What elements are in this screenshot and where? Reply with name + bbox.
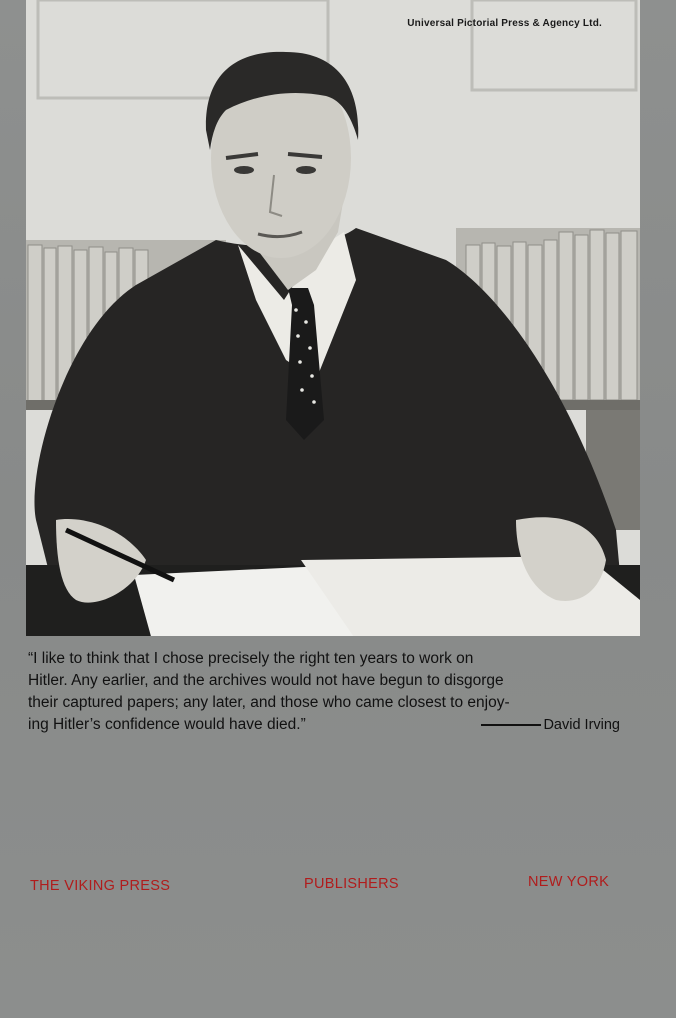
quote-attribution [481,714,620,736]
publisher-city: NEW YORK [528,874,610,890]
attribution-dash [481,724,541,726]
quote-last-line-row [28,714,620,736]
quote-line: ing Hitler’s confidence would have died.” [28,716,306,733]
author-quote [28,648,620,736]
photo-credit: Universal Pictorial Press & Agency Ltd. [407,18,602,29]
attribution-name: David Irving [543,717,620,733]
publisher-role: PUBLISHERS [304,876,399,892]
author-portrait-image [26,0,640,636]
quote-line: “I like to think that I chose precisely the right ten years to work on [28,650,474,667]
quote-line: their captured papers; any later, and those who came closest to enjoy- [28,694,510,711]
publisher-name: THE VIKING PRESS [30,878,171,894]
quote-line: Hitler. Any earlier, and the archives would not have begun to disgorge [28,672,504,689]
author-photograph [26,0,640,636]
